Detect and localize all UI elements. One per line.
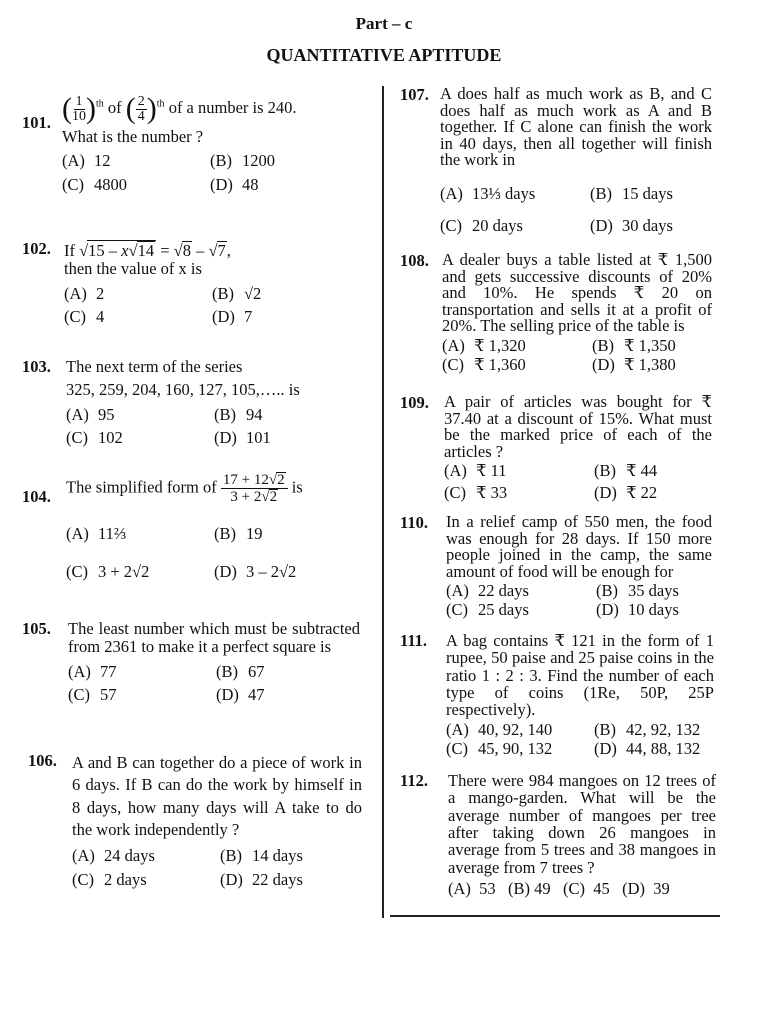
option: (D) 47 xyxy=(216,685,265,705)
option: (B) 42, 92, 132 xyxy=(594,719,701,739)
option: (C) 2 days xyxy=(72,869,147,889)
option: (C) 4800 xyxy=(62,174,127,194)
question-number: 105. xyxy=(22,619,51,638)
question-number: 104. xyxy=(22,487,51,506)
option: (B) 15 days xyxy=(590,183,673,203)
option: (B) ₹ 44 xyxy=(594,461,658,480)
option: (D) 48 xyxy=(210,174,259,194)
question-111 xyxy=(400,632,720,759)
question-number: 109. xyxy=(400,393,429,412)
option: (B) 1200 xyxy=(210,151,275,171)
question-text: The least number which must be subtracted from 2361 to make it a perfect square is xyxy=(68,619,360,657)
question-number: 102. xyxy=(22,239,51,258)
option: (D) 3 – 2√2 xyxy=(214,562,297,582)
option: (B) 19 xyxy=(214,524,263,543)
equation: If √15 – x√14 = √8 – √7, xyxy=(64,241,231,260)
question-number: 111. xyxy=(400,631,428,650)
question-text: The next term of the series xyxy=(66,357,243,376)
expression-fraction: $\frac{17 + 12√2}{3 + 2√2}$ xyxy=(221,472,288,505)
option: (C) 25 days xyxy=(446,600,529,620)
option: (A) 12 xyxy=(62,151,111,171)
series: 325, 259, 204, 160, 127, 105,….. is xyxy=(66,380,300,400)
option: (A) 95 xyxy=(66,404,115,424)
question-stem: ( $\frac{1}{10}$ )$^{th}$ of ( $\frac{2}{4}$ )$^{th}$ of a number is 240. xyxy=(62,92,297,125)
option: (B) ₹ 1,350 xyxy=(592,335,676,355)
option: (B) 35 days xyxy=(596,581,679,600)
options xyxy=(440,185,712,236)
option: (C) ₹ 1,360 xyxy=(442,354,526,374)
question-101 xyxy=(22,94,362,194)
bottom-rule xyxy=(390,915,720,917)
option: (A) 11⅔ xyxy=(66,524,127,543)
option: (A) ₹ 1,320 xyxy=(442,335,526,355)
question-110 xyxy=(400,514,720,620)
option: (D) ₹ 22 xyxy=(594,483,658,503)
option: (D) 22 days xyxy=(220,869,303,889)
option: (B) 94 xyxy=(214,404,263,424)
options xyxy=(72,847,362,889)
option: (B) 14 days xyxy=(220,846,303,866)
options xyxy=(442,337,712,375)
question-107 xyxy=(400,86,720,235)
options xyxy=(446,582,712,620)
option: (D) 30 days xyxy=(590,215,673,235)
options xyxy=(64,285,362,327)
question-text: A does half as much work as B, and C does half as much work as A and B together. If C alone can finish the work in 40 days, then all together will finish the work in xyxy=(440,84,712,169)
option: (C) 45, 90, 132 xyxy=(446,739,553,759)
question-108 xyxy=(400,252,720,374)
options xyxy=(446,721,714,759)
option: (A) 40, 92, 140 xyxy=(446,719,553,739)
question-103 xyxy=(22,358,362,448)
question-number: 110. xyxy=(400,513,428,532)
question-text: There were 984 mangoes on 12 trees of a mango-garden. What will be the average number of mangoes per tree after taking down 26 mangoes in average from 5 trees and 38 mangoes in average from 7 trees ? xyxy=(448,771,716,877)
question-text: What is the number ? xyxy=(62,127,204,146)
options xyxy=(66,525,362,582)
options xyxy=(68,663,360,705)
question-text: A pair of articles was bought for ₹ 37.40 at a discount of 15%. What must be the marked price of each of the articles ? xyxy=(444,392,712,461)
option: (D) ₹ 1,380 xyxy=(592,354,676,374)
question-number: 106. xyxy=(28,751,57,770)
option: (A) ₹ 11 xyxy=(444,461,507,480)
option: (C) 4 xyxy=(64,307,105,327)
column-divider xyxy=(382,86,384,918)
question-text: A bag contains ₹ 121 in the form of 1 rupee, 50 paise and 25 paise coins in the ratio 1 : 2 : 3. Find the number of each type of coins (1Re, 50P, 25P respectively). xyxy=(446,631,714,720)
question-text: then the value of x is xyxy=(64,259,202,279)
option: (A) 2 xyxy=(64,283,105,303)
option: (D) 44, 88, 132 xyxy=(594,739,701,759)
question-104 xyxy=(22,472,362,582)
option: (A) 13⅓ days xyxy=(440,183,536,203)
options: (A) 53 (B) 49 (C) 45 (D) 39 xyxy=(448,878,670,898)
options xyxy=(62,152,362,194)
option: (C) 57 xyxy=(68,685,117,705)
option: (D) 10 days xyxy=(596,600,679,620)
question-number: 112. xyxy=(400,771,428,790)
options xyxy=(444,462,712,503)
question-105 xyxy=(22,620,362,705)
question-112 xyxy=(400,772,720,898)
question-text: A dealer buys a table listed at ₹ 1,500 and gets successive discounts of 20% and 10%. He spends ₹ 20 on transportation and sells it at a profit of 20%. The selling price of the table is xyxy=(442,250,712,335)
option: (D) 7 xyxy=(212,307,253,327)
options xyxy=(66,406,362,448)
option: (A) 77 xyxy=(68,661,117,681)
option: (B) 67 xyxy=(216,661,265,681)
question-109 xyxy=(400,394,720,503)
option: (C) ₹ 33 xyxy=(444,483,508,503)
option: (B) √2 xyxy=(212,283,262,303)
question-number: 101. xyxy=(22,113,51,132)
option: (C) 20 days xyxy=(440,215,523,235)
question-number: 107. xyxy=(400,85,429,104)
question-106 xyxy=(28,752,368,889)
option: (A) 22 days xyxy=(446,581,529,600)
section-label: Part – c xyxy=(355,14,413,33)
option: (C) 102 xyxy=(66,428,123,448)
option: (C) 3 + 2√2 xyxy=(66,562,150,582)
question-number: 103. xyxy=(22,357,51,376)
question-text: A and B can together do a piece of work in 6 days. If B can do the work by himself in 8 days, how many days will A take to do the work independently ? xyxy=(72,753,362,839)
section-title: QUANTITATIVE APTITUDE xyxy=(266,45,502,65)
question-number: 108. xyxy=(400,251,429,270)
question-stem: The simplified form of $\frac{17 + 12√2}{3 + 2√2}$ is xyxy=(66,472,303,505)
question-102 xyxy=(22,240,362,327)
option: (A) 24 days xyxy=(72,846,155,866)
option: (D) 101 xyxy=(214,428,271,448)
question-text: In a relief camp of 550 men, the food was enough for 28 days. If 150 more people joined in the camp, the same amount of food will be enough for xyxy=(446,512,712,581)
